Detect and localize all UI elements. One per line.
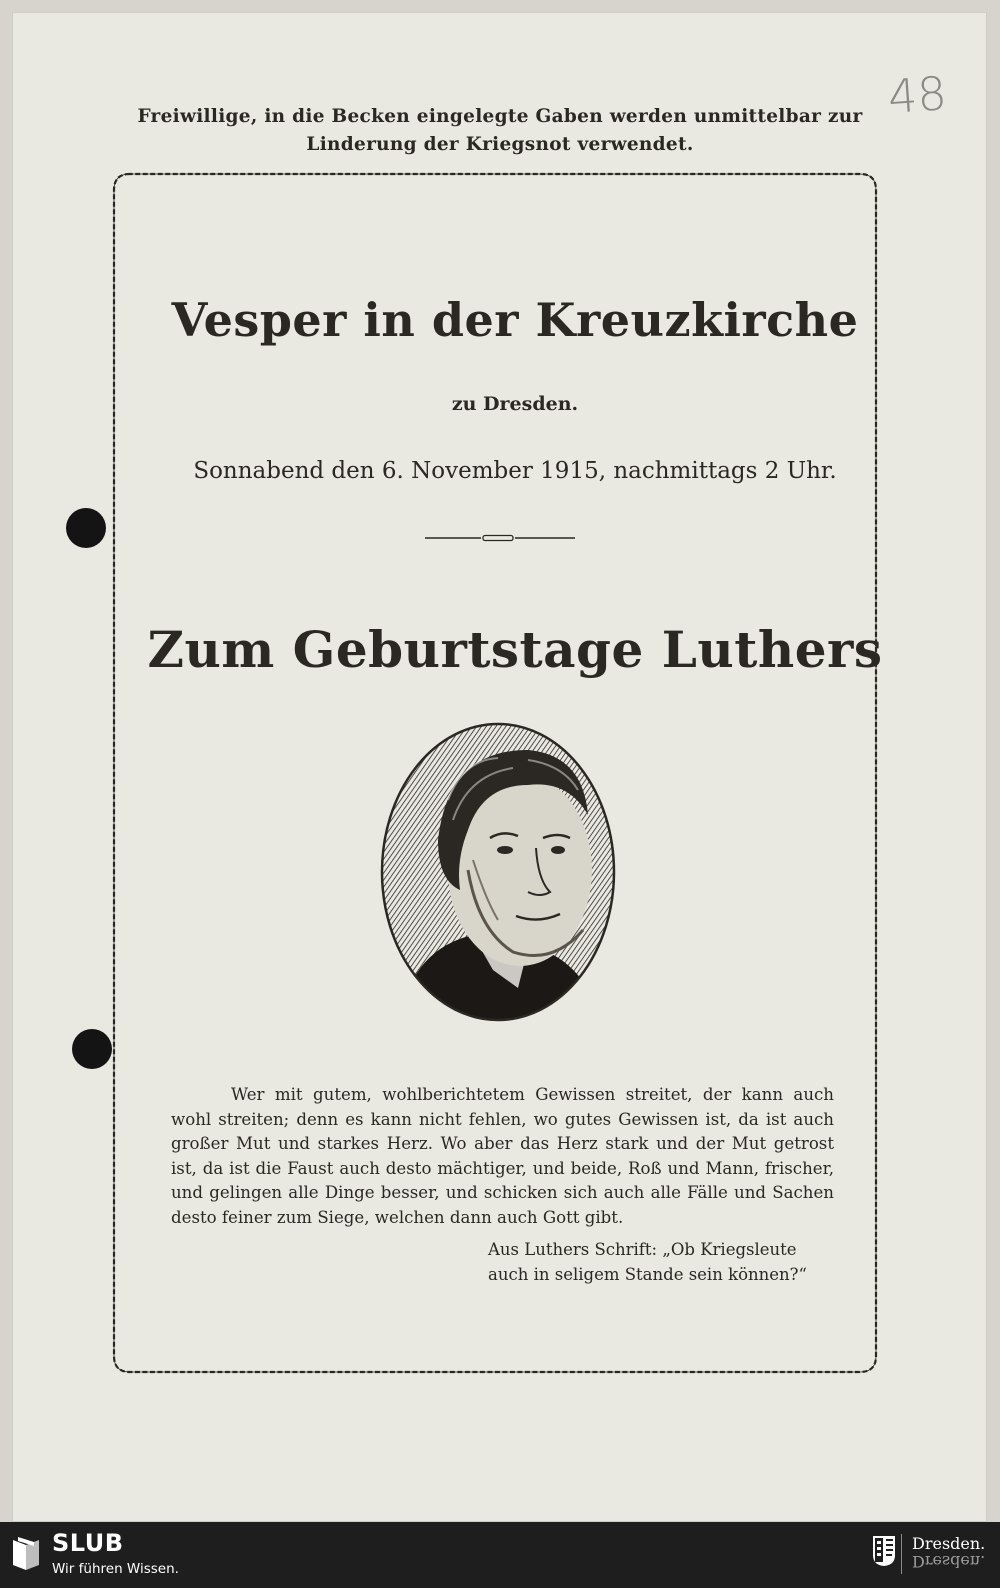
dresden-logo-text[interactable]: Dresden. <box>912 1534 986 1553</box>
luther-portrait <box>378 720 618 1024</box>
date-line: Sonnabend den 6. November 1915, nachmittags 2 Uhr. <box>193 458 837 484</box>
slub-logo-text[interactable]: SLUB <box>52 1529 124 1557</box>
page-number: 48 <box>886 66 949 124</box>
book-icon <box>10 1536 42 1572</box>
dresden-logo-reflection: Dresden. <box>912 1552 986 1571</box>
quote-source-line-1: Aus Luthers Schrift: „Ob Kriegsleute <box>488 1240 797 1259</box>
donation-notice: Freiwillige, in die Becken eingelegte Gaben werden unmittelbar zur Linderung der Kriegsnot verwendet. <box>137 106 863 155</box>
ornamental-divider <box>425 534 575 542</box>
slub-tagline: Wir führen Wissen. <box>52 1561 179 1577</box>
place-line: zu Dresden. <box>451 393 579 415</box>
punch-hole-top <box>66 508 106 548</box>
document-title: Vesper in der Kreuzkirche <box>171 293 859 347</box>
occasion-title: Zum Geburtstage Luthers <box>147 620 883 679</box>
punch-hole-bottom <box>72 1029 112 1069</box>
quote-source-line-2: auch in seligem Stande sein können?“ <box>488 1264 807 1284</box>
dresden-crest-icon <box>872 1535 896 1567</box>
luther-quote: Wer mit gutem, wohlberichtetem Gewissen streitet, der kann auch wohl streiten; denn es kann nicht fehlen, wo gutes Gewissen ist, da ist auch großer Mut und starkes Herz. Wo aber das Herz stark und der Mut getrost ist, da ist die Faust auch desto mächtiger, und beide, Roß und Mann, frischer, und gelingen alle Dinge besser, und schicken sich auch alle Fälle und Sachen desto feiner zum Siege, welchen dann auch Gott gibt. <box>171 1085 834 1227</box>
slub-footer-bar <box>0 1522 1000 1588</box>
footer-separator <box>901 1534 902 1574</box>
quote-source <box>488 1238 838 1287</box>
